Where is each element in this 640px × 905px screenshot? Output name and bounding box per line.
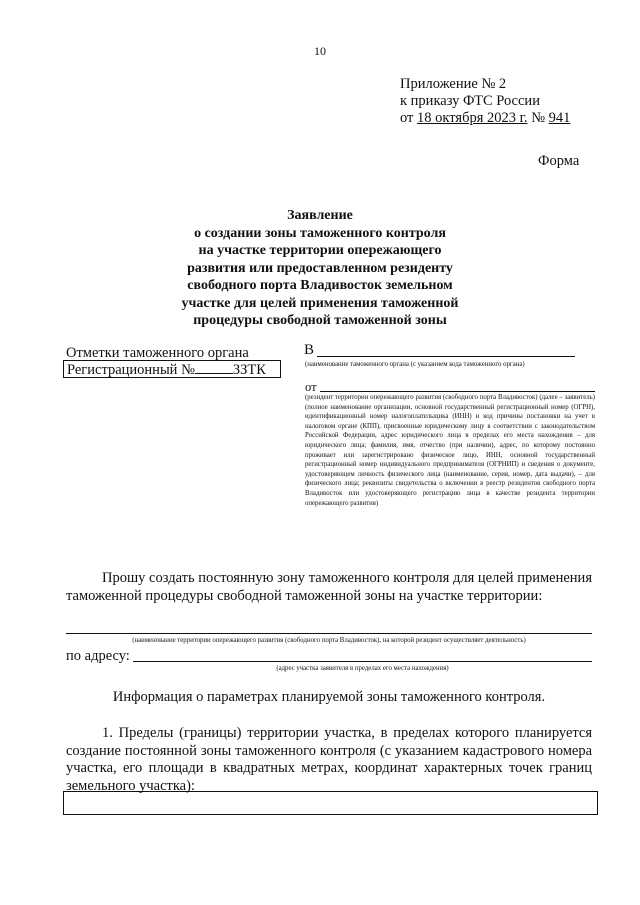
title-line: свободного порта Владивосток земельном <box>187 278 453 293</box>
customs-marks-title: Отметки таможенного органа <box>66 345 249 361</box>
page-number: 10 <box>314 44 326 58</box>
addressee-to-hint: (наименование таможенного органа (с указанием кода таможенного органа) <box>305 361 525 368</box>
address-hint: (адрес участка заявителя в пределах его места нахождения) <box>276 665 449 672</box>
applicant-from-field[interactable] <box>320 391 595 392</box>
registration-number-field[interactable] <box>195 361 233 374</box>
appendix-header <box>400 76 570 127</box>
request-paragraph: Прошу создать постоянную зону таможенного контроля для целей применения таможенной процедуры свободной таможенной зоны на участке территории: <box>66 570 592 604</box>
territory-name-field[interactable] <box>66 633 592 634</box>
item-1-paragraph: 1. Пределы (границы) территории участка, в пределах которого планируется создание постоянной зоны таможенного контроля (с указанием кадастрового номера участка, его площади в квадратных метрах, координат характерных точек границ земельного участка): <box>66 725 592 794</box>
appendix-line-3 <box>400 110 570 127</box>
title-line: Заявление <box>287 208 353 223</box>
registration-suffix: ЗЗТК <box>232 362 266 378</box>
order-date: 18 октября 2023 г. <box>417 110 528 126</box>
address-label: по адресу: <box>66 648 130 664</box>
registration-label: Регистрационный № <box>67 362 195 378</box>
boundaries-input-box[interactable] <box>63 791 598 815</box>
info-heading: Информация о параметрах планируемой зоны таможенного контроля. <box>112 689 546 705</box>
order-number: 941 <box>548 110 571 126</box>
title-line: процедуры свободной таможенной зоны <box>193 313 447 328</box>
order-number-prefix: № <box>527 110 549 126</box>
appendix-line-2: к приказу ФТС России <box>400 93 540 109</box>
addressee-to-field[interactable] <box>317 356 575 357</box>
appendix-from-prefix: от <box>400 110 418 126</box>
addressee-to-label: В <box>304 342 315 358</box>
title-line: участке для целей применения таможенной <box>181 295 459 311</box>
title-line: на участке территории опережающего <box>198 243 442 258</box>
appendix-line-1: Приложение № 2 <box>400 76 507 92</box>
territory-name-hint: (наименование территории опережающего развития (свободного порта Владивосток), на которой резидент осуществляет деятельность) <box>132 637 526 644</box>
title-line: развития или предоставленном резиденту <box>187 260 453 276</box>
address-field[interactable] <box>133 661 592 662</box>
applicant-from-label: от <box>305 380 317 394</box>
form-label: Форма <box>538 153 580 169</box>
applicant-from-hint: (резидент территории опережающего развития (свободного порта Владивосток) (далее – заявитель) (полное наименование организации, основной государственный регистрационный номер (ОГРН), идентификационный номер налогоплательщика (ИНН) и код причины постановки на учет в налоговом органе (КПП), присвоенные юридическому лицу в соответствии с законодательством Российской Федерации, адрес юридического лица в пределах его места нахождения – для юридического лица; фамилия, имя, отчество (при наличии), адрес, по которому постоянно проживает или зарегистрировано физическое лицо, ИНН, основной государственный регистрационный номер индивидуального предпринимателя (ОГРНИП) и сведения о документе, удостоверяющем личность физического лица (наименование, серия, номер, дата выдачи), – для физического лица; реквизиты свидетельства о включении в реестр резидентов свободного порта Владивосток или удостоверяющего регистрацию лица в качестве резидента территории опережающего развития) <box>305 394 595 507</box>
title-line: о создании зоны таможенного контроля <box>194 225 446 241</box>
registration-number-box[interactable] <box>63 360 281 378</box>
document-title <box>150 207 490 330</box>
